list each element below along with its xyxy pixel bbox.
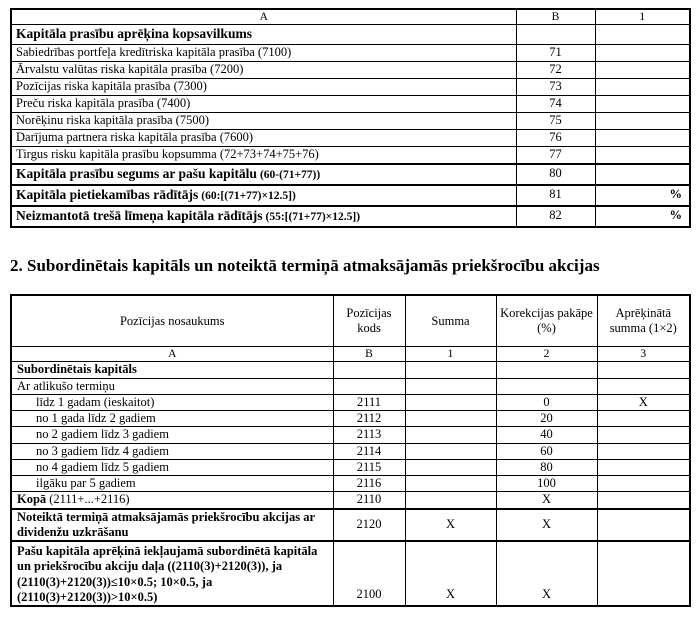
summa-cell xyxy=(405,378,496,394)
position-code-cell: 72 xyxy=(516,62,595,79)
position-code-cell: 2111 xyxy=(333,394,405,410)
header-row xyxy=(11,295,690,347)
position-code-cell: 2112 xyxy=(333,411,405,427)
position-name-cell xyxy=(11,113,516,130)
position-name-cell xyxy=(11,411,333,427)
position-label: Ārvalstu valūtas riska kapitāla prasība (7200) xyxy=(16,62,244,77)
position-name-cell xyxy=(11,45,516,62)
position-label: Kopā xyxy=(17,492,47,507)
position-label: Norēķinu riska kapitāla prasība (7500) xyxy=(16,113,209,128)
position-label: Noteiktā termiņā atmaksājamās priekšrocību akcijas ar dividenžu uzkrāšanu xyxy=(17,509,315,539)
table-row xyxy=(11,459,690,475)
column-letter-3: 3 xyxy=(597,347,690,362)
position-name-cell xyxy=(11,147,516,164)
position-name-cell xyxy=(11,362,333,378)
table-row xyxy=(11,164,690,185)
position-label: no 4 gadiem līdz 5 gadiem xyxy=(36,459,169,474)
position-code-cell xyxy=(333,362,405,378)
aprekinata-cell xyxy=(597,378,690,394)
table-row xyxy=(11,130,690,147)
korekcijas-cell: X xyxy=(496,509,597,542)
position-name-cell xyxy=(11,459,333,475)
column-letters-row xyxy=(11,347,690,362)
position-code-cell: 2114 xyxy=(333,443,405,459)
position-code-cell: 2120 xyxy=(333,509,405,542)
header-position-code: Pozīcijas kods xyxy=(333,295,405,347)
summa-cell xyxy=(405,427,496,443)
percent-sign-cell: % xyxy=(595,185,690,206)
value-cell xyxy=(595,147,690,164)
position-code-cell: 81 xyxy=(516,185,595,206)
position-code-cell: 71 xyxy=(516,45,595,62)
position-label: no 3 gadiem līdz 4 gadiem xyxy=(36,443,169,458)
position-label: Pozīcijas riska kapitāla prasība (7300) xyxy=(16,79,207,94)
korekcijas-cell: 20 xyxy=(496,411,597,427)
table-row xyxy=(11,541,690,606)
column-letter-b: B xyxy=(516,9,595,25)
korekcijas-cell: X xyxy=(496,541,597,606)
position-code-cell: 75 xyxy=(516,113,595,130)
aprekinata-cell xyxy=(597,443,690,459)
value-cell xyxy=(595,96,690,113)
position-label: ilgāku par 5 gadiem xyxy=(36,476,136,491)
summa-cell: X xyxy=(405,541,496,606)
aprekinata-cell: X xyxy=(597,394,690,410)
aprekinata-cell xyxy=(597,476,690,492)
aprekinata-cell xyxy=(597,427,690,443)
position-name-cell xyxy=(11,492,333,509)
position-label: Neizmantotā trešā līmeņa kapitāla rādītājs xyxy=(16,207,263,223)
table-row xyxy=(11,394,690,410)
position-name-cell xyxy=(11,427,333,443)
position-code-cell: 2115 xyxy=(333,459,405,475)
aprekinata-cell xyxy=(597,541,690,606)
table-row xyxy=(11,185,690,206)
position-name-cell xyxy=(11,476,333,492)
value-cell xyxy=(595,79,690,96)
position-code-cell xyxy=(333,378,405,394)
korekcijas-cell: 60 xyxy=(496,443,597,459)
korekcijas-cell xyxy=(496,362,597,378)
subordinated-capital-table xyxy=(10,294,691,607)
summa-cell xyxy=(405,476,496,492)
column-letter-b: B xyxy=(333,347,405,362)
summa-cell xyxy=(405,492,496,509)
korekcijas-cell: 40 xyxy=(496,427,597,443)
table-row xyxy=(11,476,690,492)
position-code-cell: 2110 xyxy=(333,492,405,509)
position-code-cell: 2113 xyxy=(333,427,405,443)
position-code-cell: 82 xyxy=(516,206,595,227)
table-row xyxy=(11,113,690,130)
korekcijas-cell xyxy=(496,378,597,394)
position-label: no 2 gadiem līdz 3 gadiem xyxy=(36,427,169,442)
position-formula: (55:[(71+77)×12.5]) xyxy=(265,210,361,223)
capital-requirements-summary-table xyxy=(10,8,691,228)
position-label: Preču riska kapitāla prasība (7400) xyxy=(16,96,191,111)
column-letters-row xyxy=(11,9,690,25)
korekcijas-cell: X xyxy=(496,492,597,509)
summa-cell xyxy=(405,443,496,459)
column-letter-2: 2 xyxy=(496,347,597,362)
position-name-cell xyxy=(11,130,516,147)
table-row xyxy=(11,147,690,164)
position-code-cell: 74 xyxy=(516,96,595,113)
position-label: Pašu kapitāla aprēķinā iekļaujamā subordinētā kapitāla un priekšrocību akciju daļa xyxy=(17,544,318,574)
position-label: Ar atlikušo termiņu xyxy=(17,378,115,393)
table-row xyxy=(11,45,690,62)
position-code-cell: 2116 xyxy=(333,476,405,492)
korekcijas-cell: 100 xyxy=(496,476,597,492)
table-row xyxy=(11,206,690,227)
position-formula: (60:[(71+77)×12.5]) xyxy=(201,189,296,202)
position-name-cell xyxy=(11,541,333,606)
table-row xyxy=(11,362,690,378)
value-cell xyxy=(595,45,690,62)
position-code-cell: 76 xyxy=(516,130,595,147)
aprekinata-cell xyxy=(597,492,690,509)
position-label: no 1 gada līdz 2 gadiem xyxy=(36,411,156,426)
value-cell xyxy=(595,164,690,185)
table-row xyxy=(11,25,690,45)
position-name-cell xyxy=(11,96,516,113)
position-formula: (60-(71+77)) xyxy=(259,168,321,181)
position-name-cell xyxy=(11,394,333,410)
table-row xyxy=(11,79,690,96)
position-code-cell xyxy=(516,25,595,45)
position-name-cell xyxy=(11,206,516,227)
value-cell xyxy=(595,62,690,79)
position-name-cell xyxy=(11,509,333,542)
korekcijas-cell: 80 xyxy=(496,459,597,475)
aprekinata-cell xyxy=(597,362,690,378)
section2-title: 2. Subordinētais kapitāls un noteiktā termiņā atmaksājamās priekšrocību akcijas xyxy=(10,255,600,275)
summa-cell xyxy=(405,362,496,378)
position-label: Sabiedrības portfeļa kredītriska kapitāla prasība (7100) xyxy=(16,45,292,60)
position-name-cell xyxy=(11,25,516,45)
position-label: līdz 1 gadam (ieskaitot) xyxy=(36,394,155,409)
position-code-cell: 80 xyxy=(516,164,595,185)
position-label: Kapitāla prasību aprēķina kopsavilkums xyxy=(16,26,252,42)
value-cell xyxy=(595,25,690,45)
table-row xyxy=(11,411,690,427)
position-name-cell xyxy=(11,443,333,459)
header-position-name: Pozīcijas nosaukums xyxy=(11,295,333,347)
table-row xyxy=(11,96,690,113)
column-letter-a: A xyxy=(11,347,333,362)
position-name-cell xyxy=(11,164,516,185)
percent-sign-cell: % xyxy=(595,206,690,227)
position-code-cell: 2100 xyxy=(333,541,405,606)
table-row xyxy=(11,492,690,509)
aprekinata-cell xyxy=(597,509,690,542)
summa-cell: X xyxy=(405,509,496,542)
korekcijas-cell: 0 xyxy=(496,394,597,410)
position-label: Kapitāla pietiekamības rādītājs xyxy=(16,186,199,202)
position-name-cell xyxy=(11,185,516,206)
value-cell xyxy=(595,113,690,130)
position-code-cell: 73 xyxy=(516,79,595,96)
header-aprekinata-summa: Aprēķinātā summa (1×2) xyxy=(597,295,690,347)
position-formula: (2111+...+2116) xyxy=(49,492,130,507)
summa-cell xyxy=(405,459,496,475)
header-summa: Summa xyxy=(405,295,496,347)
table-row xyxy=(11,509,690,542)
position-code-cell: 77 xyxy=(516,147,595,164)
aprekinata-cell xyxy=(597,411,690,427)
position-name-cell xyxy=(11,79,516,96)
position-label: Tirgus risku kapitāla prasību kopsumma (72+73+74+75+76) xyxy=(16,147,319,162)
summa-cell xyxy=(405,411,496,427)
position-label: Darījuma partnera riska kapitāla prasība (7600) xyxy=(16,130,254,145)
summa-cell xyxy=(405,394,496,410)
column-letter-a: A xyxy=(11,9,516,25)
table-row xyxy=(11,378,690,394)
header-korekcijas-pakape: Korekcijas pakāpe (%) xyxy=(496,295,597,347)
aprekinata-cell xyxy=(597,459,690,475)
table-row xyxy=(11,443,690,459)
position-label: Kapitāla prasību segums ar pašu kapitālu xyxy=(16,165,257,181)
position-name-cell xyxy=(11,378,333,394)
column-letter-1: 1 xyxy=(595,9,690,25)
position-formula: ((2110(3)+2120(3)), ja (2110(3)+2120(3))≤10×0.5; 10×0.5, ja (2110(3)+2120(3))>10×0.5) xyxy=(17,559,283,604)
column-letter-1: 1 xyxy=(405,347,496,362)
value-cell xyxy=(595,130,690,147)
table-row xyxy=(11,62,690,79)
table-row xyxy=(11,427,690,443)
position-name-cell xyxy=(11,62,516,79)
position-label: Subordinētais kapitāls xyxy=(17,362,137,377)
